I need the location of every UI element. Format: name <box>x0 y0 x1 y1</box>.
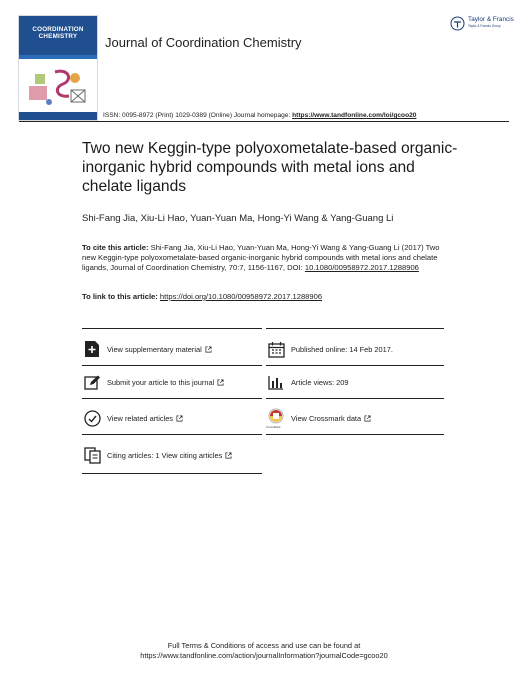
crossmark-label: View Crossmark data <box>291 414 371 423</box>
citation-doi-link[interactable]: 10.1080/00958972.2017.1288906 <box>304 263 419 273</box>
citation-text: Shi-Fang Jia, Xiu-Li Hao, Yuan-Yuan Ma, Hong-Yi Wang & Yang-Guang Li (2017) Two new Keggin-type polyoxometalate-based organic-inorganic hybrid compounds with metal ions and chelate ligands, Journal of Coordination Chemistry, 70:7, 1156-1167, DOI: <box>82 243 440 273</box>
view-citing-articles-button[interactable] <box>82 438 262 474</box>
cover-molecule-illustration <box>25 66 91 110</box>
publisher-logo[interactable] <box>450 16 514 32</box>
actions-top-rule-right <box>266 328 444 329</box>
article-doi-link[interactable]: https://doi.org/10.1080/00958972.2017.1288906 <box>159 292 323 301</box>
calendar-icon <box>266 339 286 359</box>
published-online-info <box>266 333 444 366</box>
edit-icon <box>82 372 102 392</box>
citation-label: To cite this article: <box>82 243 149 252</box>
publisher-logo-icon <box>450 16 465 31</box>
journal-homepage-link[interactable]: https://www.tandfonline.com/loi/gcoo20 <box>292 112 417 119</box>
article-authors: Shi-Fang Jia, Xiu-Li Hao, Yuan-Yuan Ma, Hong-Yi Wang & Yang-Guang Li <box>82 213 394 224</box>
submit-article-button[interactable] <box>82 366 262 399</box>
citation-block <box>82 243 452 274</box>
citing-articles-label: Citing articles: 1 View citing articles <box>107 451 232 460</box>
terms-url-link[interactable]: https://www.tandfonline.com/action/journalInformation?journalCode=gcoo20 <box>140 650 388 660</box>
submit-article-label: Submit your article to this journal <box>107 378 224 387</box>
journal-cover-thumbnail <box>19 16 97 120</box>
actions-top-rule-left <box>82 328 262 329</box>
article-title: Two new Keggin-type polyoxometalate-based organic-inorganic hybrid compounds with metal ions and chelate ligands <box>82 140 458 195</box>
view-supplementary-button[interactable] <box>82 333 262 366</box>
article-views-info <box>266 366 444 399</box>
related-articles-label: View related articles <box>107 414 183 423</box>
external-link-icon <box>225 452 232 459</box>
citing-articles-icon <box>82 446 102 466</box>
cover-title-line1: COORDINATION <box>32 26 84 33</box>
view-related-articles-button[interactable] <box>82 402 262 435</box>
publisher-name: Taylor & Francis <box>468 16 514 23</box>
cover-footer-band <box>19 112 97 120</box>
cover-title-line2: CHEMISTRY <box>38 33 78 40</box>
article-link-block <box>82 292 322 301</box>
related-articles-icon <box>82 408 102 428</box>
journal-title[interactable]: Journal of Coordination Chemistry <box>105 35 302 50</box>
external-link-icon <box>364 415 371 422</box>
bar-chart-icon <box>266 372 286 392</box>
header-divider <box>19 121 509 122</box>
cover-strip <box>19 55 97 59</box>
supplementary-label: View supplementary material <box>107 345 212 354</box>
cover-header <box>19 16 97 59</box>
external-link-icon <box>205 346 212 353</box>
issn-line <box>103 112 416 119</box>
publisher-tagline: Taylor & Francis Group <box>468 24 501 28</box>
external-link-icon <box>217 379 224 386</box>
issn-text: ISSN: 0095-8972 (Print) 1029-0389 (Online) Journal homepage: <box>103 112 293 119</box>
terms-footer <box>0 641 528 660</box>
crossmark-badge-text: CrossMark <box>266 425 281 429</box>
external-link-icon <box>176 415 183 422</box>
article-views-label: Article views: 209 <box>291 377 349 387</box>
supplementary-add-icon <box>82 339 102 359</box>
terms-line: Full Terms & Conditions of access and use can be found at <box>167 641 361 650</box>
view-crossmark-button[interactable] <box>266 402 444 435</box>
article-link-label: To link to this article: <box>82 292 160 301</box>
published-online-label: Published online: 14 Feb 2017. <box>291 344 393 354</box>
